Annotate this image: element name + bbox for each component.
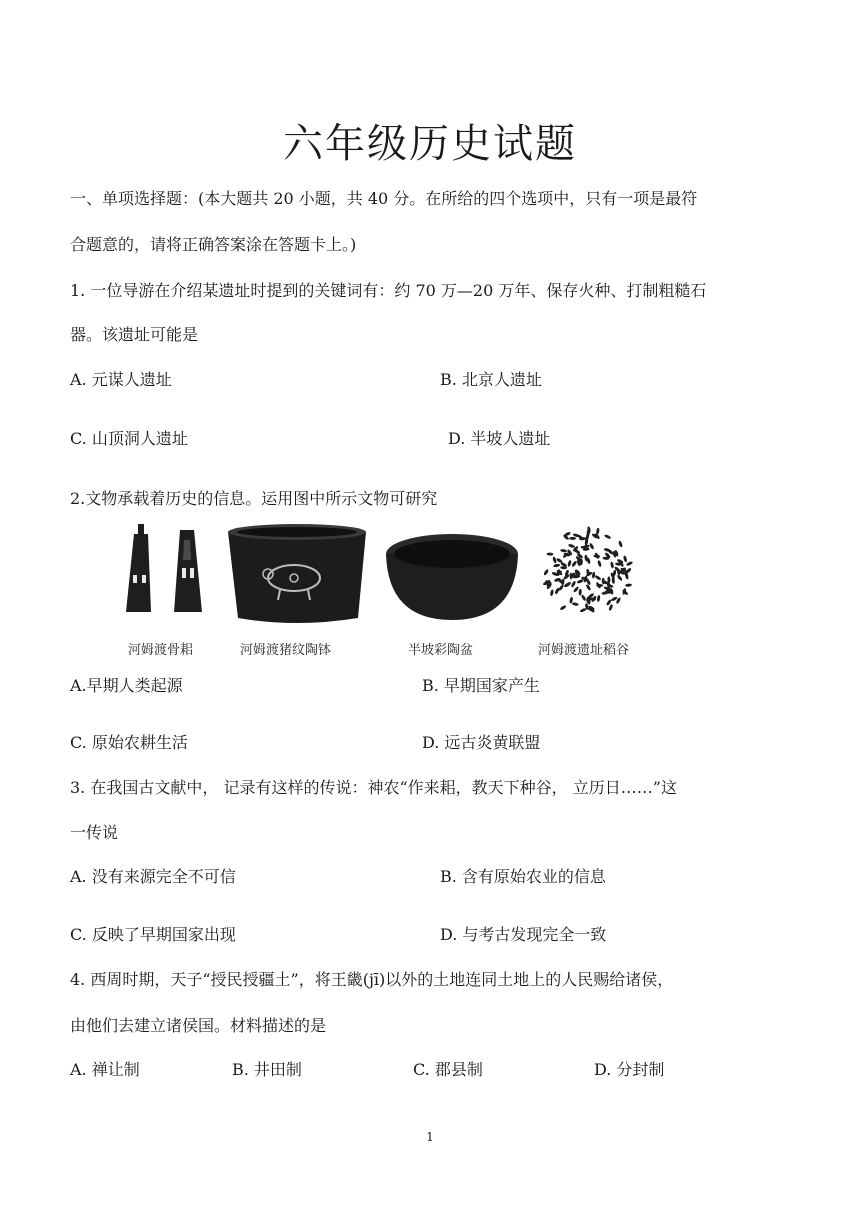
painted-basin-image <box>386 534 518 620</box>
pig-pattern-pot-image <box>228 524 366 623</box>
q2-option-b: B. 早期国家产生 <box>422 676 540 695</box>
section-heading-line-2: 合题意的，请将正确答案涂在答题卡上。) <box>70 235 357 254</box>
q1-option-b: B. 北京人遗址 <box>440 370 542 389</box>
figure-label-bone-spade: 河姆渡骨耜 <box>128 643 194 658</box>
q3-stem-line-1: 3. 在我国古文献中， 记录有这样的传说：神农“作来耜，教天下种谷， 立历日……”这 <box>70 778 677 797</box>
q3-option-b: B. 含有原始农业的信息 <box>440 867 606 886</box>
figure-label-rice-grains: 河姆渡遗址稻谷 <box>538 643 630 658</box>
q2-option-c: C. 原始农耕生活 <box>70 733 188 752</box>
q3-stem-line-2: 一传说 <box>70 823 119 842</box>
q3-option-c: C. 反映了早期国家出现 <box>70 925 236 944</box>
page-number: 1 <box>426 1130 434 1144</box>
q4-option-c: C. 郡县制 <box>413 1060 483 1079</box>
figure-label-painted-basin: 半坡彩陶盆 <box>408 643 474 658</box>
q3-option-a: A. 没有来源完全不可信 <box>70 867 236 886</box>
q4-option-b: B. 井田制 <box>232 1060 302 1079</box>
bone-spade-image <box>126 524 202 612</box>
q2-option-a: A.早期人类起源 <box>70 676 183 695</box>
q4-option-a: A. 禅让制 <box>70 1060 140 1079</box>
q4-stem-line-1: 4. 西周时期，天子“授民授疆土”，将王畿(jī)以外的土地连同土地上的人民赐给诸侯， <box>70 970 674 989</box>
rice-grains-image <box>540 524 636 620</box>
q1-option-a: A. 元谋人遗址 <box>70 370 172 389</box>
q4-option-d: D. 分封制 <box>594 1060 665 1079</box>
q1-stem-line-2: 器。该遗址可能是 <box>70 325 199 344</box>
q2-stem-line-1: 2.文物承载着历史的信息。运用图中所示文物可研究 <box>70 489 438 508</box>
artifact-figures <box>118 520 666 662</box>
q1-stem-line-1: 1. 一位导游在介绍某遗址时提到的关键词有：约 70 万—20 万年、保存火种、打制粗糙石 <box>70 281 707 300</box>
figure-label-pig-pot: 河姆渡猪纹陶钵 <box>240 643 332 658</box>
page-title: 六年级历史试题 <box>283 121 577 167</box>
q2-option-d: D. 远古炎黄联盟 <box>422 733 541 752</box>
artifact-figures-drawing <box>118 520 666 632</box>
section-heading-line-1: 一、单项选择题：(本大题共 20 小题，共 40 分。在所给的四个选项中，只有一项是最符 <box>70 189 698 208</box>
q4-stem-line-2: 由他们去建立诸侯国。材料描述的是 <box>70 1016 327 1035</box>
q3-option-d: D. 与考古发现完全一致 <box>440 925 607 944</box>
q1-option-d: D. 半坡人遗址 <box>448 429 551 448</box>
q1-option-c: C. 山顶洞人遗址 <box>70 429 188 448</box>
